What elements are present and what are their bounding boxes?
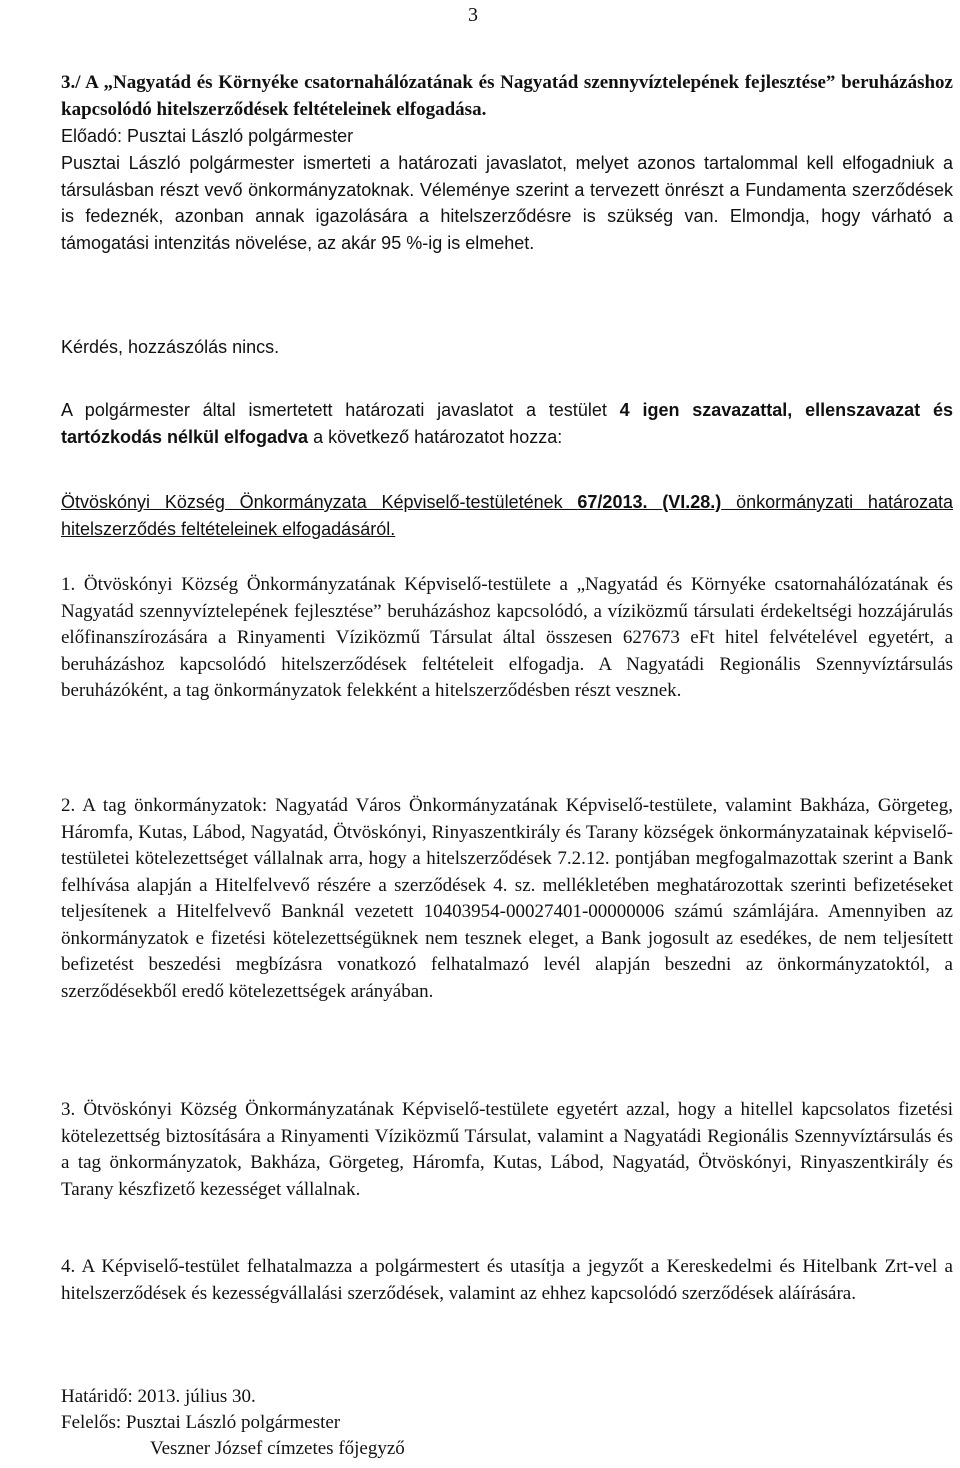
presenter-line: Előadó: Pusztai László polgármester	[61, 126, 354, 146]
responsible-line-2: Veszner József címzetes főjegyző	[150, 1438, 405, 1459]
resolution-subject: önkormányzati határozata hitelszerződés feltételeinek elfogadásáról.	[61, 492, 953, 539]
questions-line: Kérdés, hozzászólás nincs.	[61, 337, 280, 357]
resolution-point-4: 4. A Képviselő-testület felhatalmazza a polgármestert és utasítja a jegyzőt a Kereskedelmi és Hitelbank Zrt-vel a hitelszerződések és kezességvállalási szerződések, valamint az ehhez kapcsolódó szerződések aláírására.	[61, 1256, 953, 1304]
resolution-point-2: 2. A tag önkormányzatok: Nagyatád Város Önkormányzatának Képviselő-testülete, valamint Bakháza, Görgeteg, Háromfa, Kutas, Lábod, Nagyatád, Ötvöskónyi, Rinyaszentkirály és Tarany községek önkormányzatainak képviselő-testületei kötelezettséget vállalnak arra, hogy a hitelszerződések 7.2.12. pontjában megfogalmazottak szerint a Bank felhívása alapján a Hitelfelvevő részére a szerződések 4. sz. mellékletében meghatározottak szerinti befizetéseket teljesítenek a Hitelfelvevő Banknál vezetett 10403954-00027401-00000006 számú számlájára. Amennyiben az önkormányzatok e fizetési kötelezettségüknek nem tesznek eleget, a Bank jogosult az esedékes, de nem teljesített befizetést beszedési megbízásra vonatkozó felhatalmazó levél alapján beszedni az önkormányzatoktól, a szerződésekből eredő kötelezettségek arányában.	[61, 795, 953, 1002]
intro-paragraph: Pusztai László polgármester ismerteti a határozati javaslatot, melyet azonos tartalommal kell elfogadniuk a társulásban részt vevő önkormányzatoknak. Véleménye szerint a tervezett önrészt a Fundamenta szerződések is fedeznék, azonban annak igazolására a hitelszerződésre is szükség van. Elmondja, hogy várható a támogatási intenzitás növelése, az akár 95 %-ig is elmehet.	[61, 153, 953, 253]
resolution-title	[61, 489, 953, 542]
vote-text-2: a következő határozatot hozza:	[308, 426, 563, 447]
vote-text-1: A polgármester által ismertetett határozati javaslatot a testület	[61, 400, 620, 420]
responsible-line: Felelős: Pusztai László polgármester	[61, 1412, 341, 1433]
agenda-heading: 3./ A „Nagyatád és Környéke csatornahálózatának és Nagyatád szennyvíztelepének fejlesztése” beruházáshoz kapcsolódó hitelszerződések feltételeinek elfogadása.	[61, 72, 953, 120]
resolution-point-1: 1. Ötvöskónyi Község Önkormányzatának Képviselő-testülete a „Nagyatád és Környéke csatornahálózatának és Nagyatád szennyvíztelepének fejlesztése” beruházáshoz kapcsolódó, a víziközmű társulati érdekeltségi hozzájárulás előfinanszírozására a Rinyamenti Víziközmű Társulat által összesen 627673 eFt hitel felvételével egyetért, a beruházáshoz kapcsolódó hitelszerződések feltételeit elfogadja. A Nagyatádi Regionális Szennyvíztársulás beruházóként, a tag önkormányzatok felekként a hitelszerződésben részt vesznek.	[61, 574, 953, 701]
resolution-number: 67/2013. (VI.28.)	[577, 492, 722, 512]
deadline-line: Határidő: 2013. július 30.	[61, 1386, 256, 1407]
page-number: 3	[468, 4, 478, 26]
vote-paragraph	[61, 397, 953, 450]
resolution-body: Ötvöskónyi Község Önkormányzata Képviselő-testületének	[61, 492, 578, 512]
vote-result: 4 igen szavazattal, ellenszavazat és tartózkodás nélkül elfogadva	[61, 400, 953, 447]
resolution-point-3: 3. Ötvöskónyi Község Önkormányzatának Képviselő-testülete egyetért azzal, hogy a hitellel kapcsolatos fizetési kötelezettség biztosítására a Rinyamenti Víziközmű Társulat, valamint a Nagyatádi Regionális Szennyvíztársulás és a tag önkormányzatok, Bakháza, Görgeteg, Háromfa, Kutas, Lábod, Nagyatád, Ötvöskónyi, Rinyaszentkirály és Tarany készfizető kezességet vállalnak.	[61, 1099, 953, 1200]
